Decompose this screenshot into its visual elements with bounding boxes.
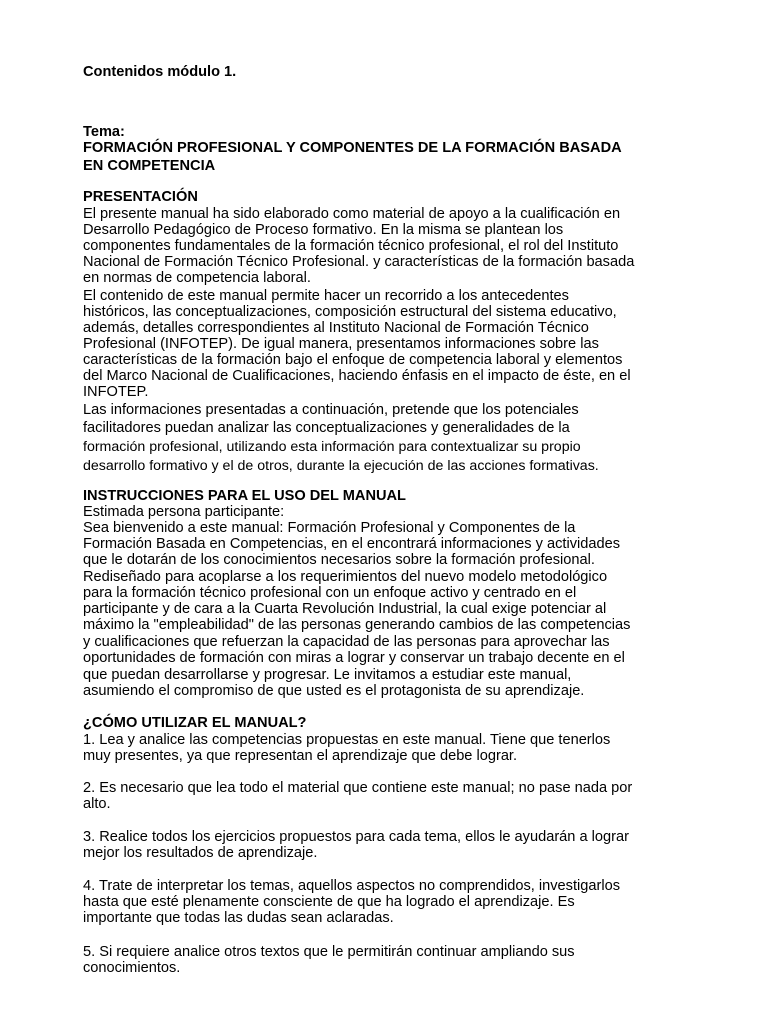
presentacion-heading: PRESENTACIÓN [83, 189, 198, 205]
paragraph-line: facilitadores puedan analizar las conceptualizaciones y generalidades de la [83, 420, 570, 436]
tema-title-line: EN COMPETENCIA [83, 158, 216, 174]
paragraph-line: para la formación técnico profesional con un enfoque activo y centrado en el [83, 585, 577, 601]
list-item-line: 1. Lea y analice las competencias propuestas en este manual. Tiene que tenerlos [83, 732, 611, 748]
paragraph-line: Profesional (INFOTEP). De igual manera, presentamos informaciones sobre las [83, 336, 599, 352]
paragraph-line: oportunidades de formación con miras a lograr y conservar un trabajo decente en el [83, 650, 625, 666]
paragraph-line: y cualificaciones que refuerzan la capacidad de las personas para aprovechar las [83, 634, 610, 650]
list-item-line: 2. Es necesario que lea todo el material que contiene este manual; no pase nada por [83, 780, 633, 796]
list-item-line: 4. Trate de interpretar los temas, aquellos aspectos no comprendidos, investigarlos [83, 878, 621, 894]
list-item-line: importante que todas las dudas sean aclaradas. [83, 910, 394, 926]
paragraph-line: Desarrollo Pedagógico de Proceso formativo. En la misma se plantean los [83, 222, 564, 238]
contents-heading: Contenidos módulo 1. [83, 64, 237, 80]
paragraph-line: desarrollo formativo y el de otros, durante la ejecución de las acciones formativas. [83, 458, 599, 474]
paragraph-line: del Marco Nacional de Cualificaciones, haciendo énfasis en el impacto de éste, en el [83, 368, 631, 384]
paragraph-line: El presente manual ha sido elaborado como material de apoyo a la cualificación en [83, 206, 621, 222]
instrucciones-heading: INSTRUCCIONES PARA EL USO DEL MANUAL [83, 488, 406, 504]
tema-label: Tema: [83, 124, 125, 140]
paragraph-line: características de la formación bajo el enfoque de competencia laboral y elementos [83, 352, 623, 368]
paragraph-line: máximo la "empleabilidad" de las personas generando cambios de las competencias [83, 617, 631, 633]
list-item-line: hasta que esté plenamente consciente de que ha logrado el aprendizaje. Es [83, 894, 575, 910]
paragraph-line: participante y de cara a la Cuarta Revolución Industrial, la cual exige potenciar al [83, 601, 607, 617]
list-item-line: 5. Si requiere analice otros textos que le permitirán continuar ampliando sus [83, 944, 575, 960]
paragraph-line: Nacional de Formación Técnico Profesional. y características de la formación basada [83, 254, 635, 270]
list-item-line: alto. [83, 796, 111, 812]
list-item-line: muy presentes, ya que representan el aprendizaje que debe lograr. [83, 748, 518, 764]
paragraph-line: Estimada persona participante: [83, 504, 285, 520]
paragraph-line: Sea bienvenido a este manual: Formación Profesional y Componentes de la [83, 520, 576, 536]
paragraph-line: asumiendo el compromiso de que usted es el protagonista de su aprendizaje. [83, 683, 585, 699]
paragraph-line: que le dotarán de los conocimientos necesarios sobre la formación profesional. [83, 552, 595, 568]
paragraph-line: El contenido de este manual permite hacer un recorrido a los antecedentes [83, 288, 569, 304]
paragraph-line: Rediseñado para acoplarse a los requerimientos del nuevo modelo metodológico [83, 569, 608, 585]
paragraph-line: Formación Basada en Competencias, en el encontrará informaciones y actividades [83, 536, 621, 552]
tema-title-line: FORMACIÓN PROFESIONAL Y COMPONENTES DE LA FORMACIÓN BASADA [83, 140, 622, 156]
paragraph-line: que puedan desarrollarse y progresar. Le invitamos a estudiar este manual, [83, 667, 572, 683]
list-item-line: conocimientos. [83, 960, 181, 976]
paragraph-line: históricos, las conceptualizaciones, composición estructural del sistema educativo, [83, 304, 617, 320]
paragraph-line: INFOTEP. [83, 384, 149, 400]
paragraph-line: además, detalles correspondientes al Instituto Nacional de Formación Técnico [83, 320, 589, 336]
paragraph-line: componentes fundamentales de la formación técnico profesional, el rol del Instituto [83, 238, 619, 254]
paragraph-line: en normas de competencia laboral. [83, 270, 311, 286]
list-item-line: 3. Realice todos los ejercicios propuestos para cada tema, ellos le ayudarán a lograr [83, 829, 629, 845]
list-item-line: mejor los resultados de aprendizaje. [83, 845, 318, 861]
como-utilizar-heading: ¿CÓMO UTILIZAR EL MANUAL? [83, 715, 307, 731]
paragraph-line: formación profesional, utilizando esta información para contextualizar su propio [83, 439, 581, 455]
paragraph-line: Las informaciones presentadas a continuación, pretende que los potenciales [83, 402, 579, 418]
